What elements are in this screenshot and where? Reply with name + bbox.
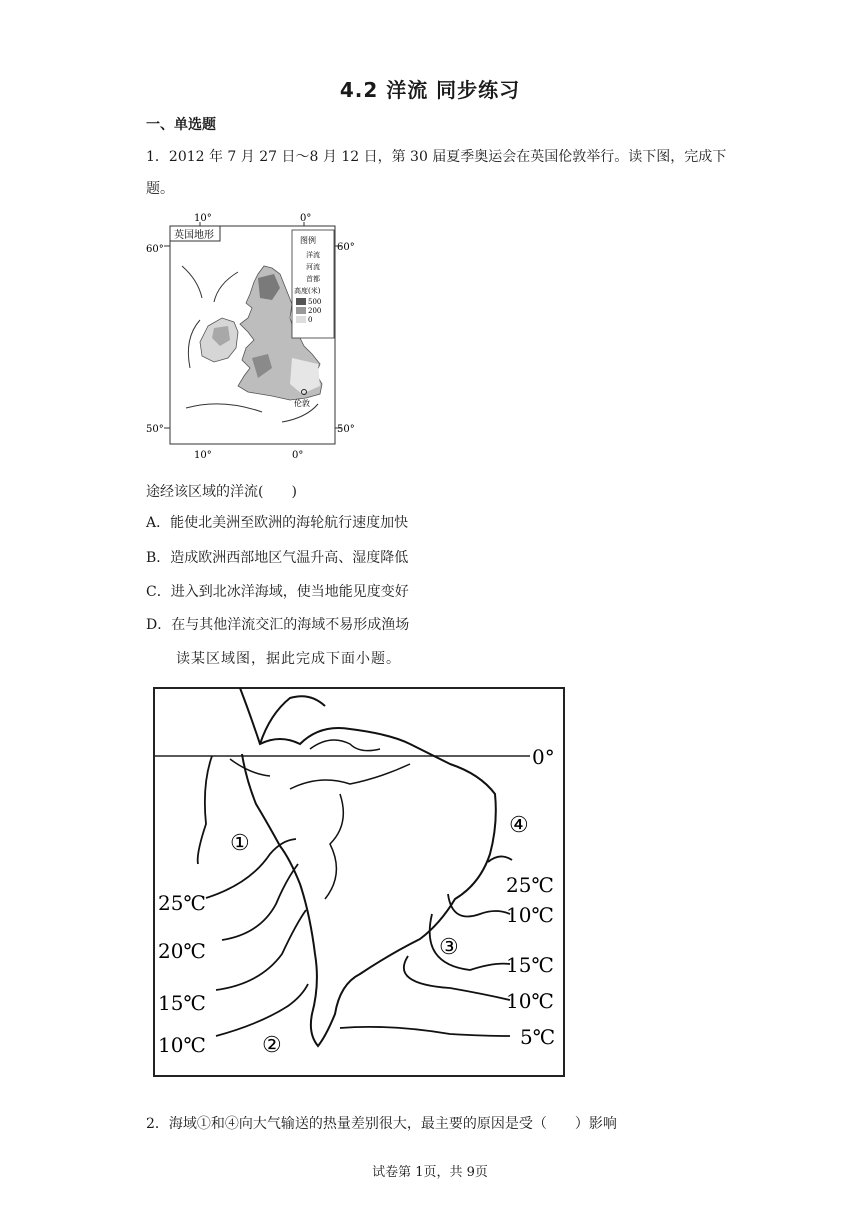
isotherm-label-left: 10℃ xyxy=(158,1033,206,1057)
isotherm-label-right: 25℃ xyxy=(506,873,554,897)
legend-river-label: 河流 xyxy=(306,263,320,271)
isotherm-label-right: 15℃ xyxy=(506,953,554,977)
question-2-text: 2．海域①和④向大气输送的热量差别很大，最主要的原因是受（ ）影响 xyxy=(146,1116,617,1132)
question-1-text: 1．2012 年 7 月 27 日～8 月 12 日，第 30 届夏季奥运会在英国伦敦举行。读下图，完成下题。 xyxy=(146,149,727,197)
region-4-label: ④ xyxy=(509,813,529,838)
lon-label: 0° xyxy=(300,213,312,224)
map-frame xyxy=(154,688,564,1076)
section-heading: 一、单选题 xyxy=(146,117,216,133)
legend-current-label: 洋流 xyxy=(306,251,320,259)
page-title: 4.2 洋流 同步练习 xyxy=(339,78,521,102)
option-a: A．能使北美洲至欧洲的海轮航行速度加快 xyxy=(146,515,409,531)
uk-terrain-map xyxy=(142,208,362,470)
lat-label: 50° xyxy=(146,424,164,435)
isotherm-label-right: 10℃ xyxy=(506,903,554,927)
region-1-label: ① xyxy=(230,831,250,856)
region-3-label: ③ xyxy=(439,935,459,960)
lon-label: 0° xyxy=(292,450,304,461)
legend-elev-0: 0 xyxy=(308,316,313,324)
legend-elevation-label: 高度(米) xyxy=(294,287,321,295)
lat-label: 60° xyxy=(146,244,164,255)
isotherm-label-left: 20℃ xyxy=(158,939,206,963)
option-c: C．进入到北冰洋海域，使当地能见度变好 xyxy=(146,584,409,600)
south-america-map xyxy=(150,684,570,1084)
question-2-intro: 读某区域图，据此完成下面小题。 xyxy=(176,651,401,667)
option-d: D．在与其他洋流交汇的海域不易形成渔场 xyxy=(146,617,410,633)
legend-capital-label: 首都 xyxy=(306,275,320,283)
question-1-stem: 途经该区域的洋流( ) xyxy=(146,484,297,500)
isotherm-label-right: 5℃ xyxy=(520,1025,556,1049)
region-2-label: ② xyxy=(262,1033,282,1058)
lat-label: 60° xyxy=(337,242,355,253)
page-footer: 试卷第 1页，共 9页 xyxy=(372,1165,488,1180)
isotherm-label-right: 10℃ xyxy=(506,989,554,1013)
legend-elev-500: 500 xyxy=(308,298,322,306)
map-title: 英国地形 xyxy=(174,230,214,241)
legend-title: 图例 xyxy=(300,236,316,245)
lon-label: 10° xyxy=(194,450,212,461)
isotherm-label-left: 15℃ xyxy=(158,991,206,1015)
option-b: B．造成欧洲西部地区气温升高、湿度降低 xyxy=(146,550,409,566)
city-label: 伦敦 xyxy=(294,399,310,408)
lon-label: 10° xyxy=(194,213,212,224)
equator-label: 0° xyxy=(532,745,555,769)
legend-elev-200: 200 xyxy=(308,307,322,315)
lat-label: 50° xyxy=(337,424,355,435)
isotherm-label-left: 25℃ xyxy=(158,891,206,915)
